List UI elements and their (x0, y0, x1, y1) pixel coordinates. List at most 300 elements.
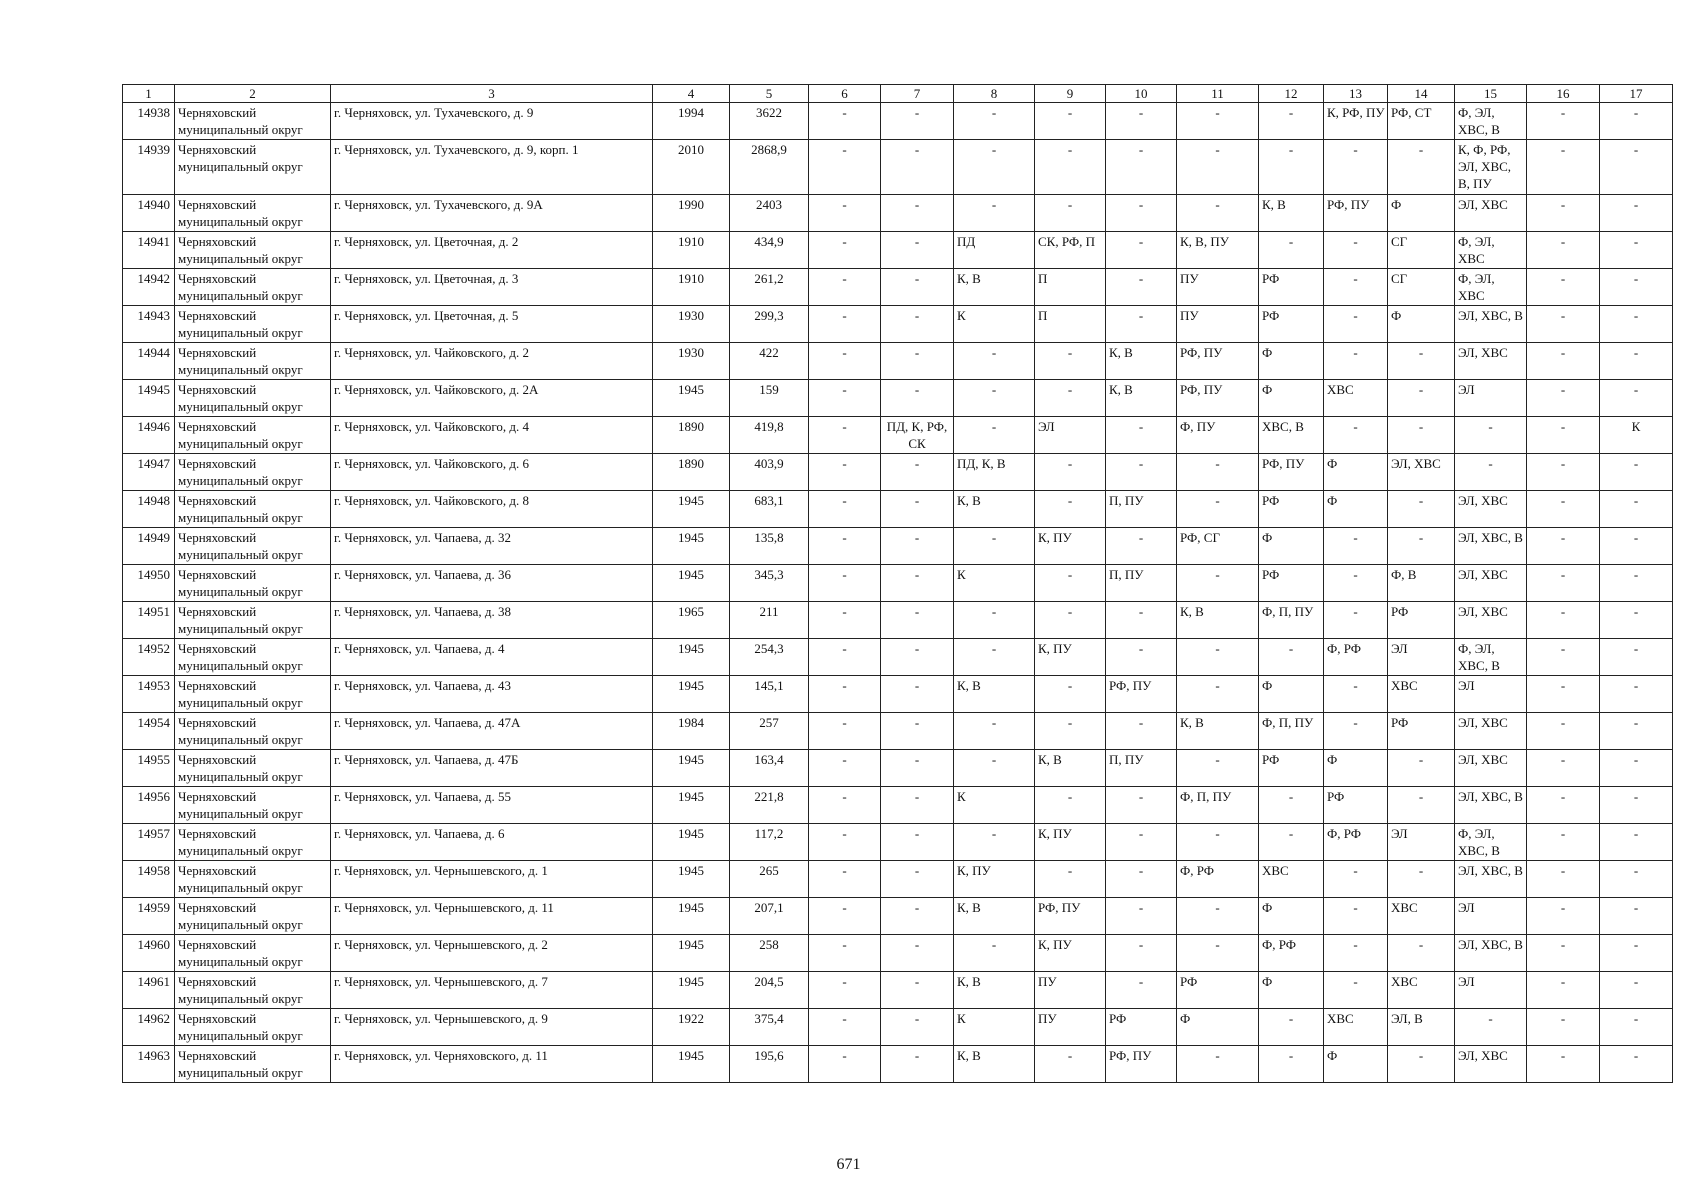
col11-cell: ПУ (1177, 269, 1259, 306)
col8-cell: К (954, 1009, 1035, 1046)
area-cell: 211 (730, 602, 809, 639)
col17-cell: - (1600, 972, 1673, 1009)
column-number-header-row (123, 85, 1673, 103)
table-row (123, 713, 1673, 750)
col8-cell: - (954, 140, 1035, 195)
record-number-cell: 14956 (123, 787, 175, 824)
col10-cell: - (1106, 454, 1177, 491)
address-cell: г. Черняховск, ул. Тухачевского, д. 9А (331, 195, 653, 232)
year-cell: 1984 (653, 713, 730, 750)
col17-cell: - (1600, 639, 1673, 676)
record-number-cell: 14945 (123, 380, 175, 417)
record-number-cell: 14962 (123, 1009, 175, 1046)
col8-cell: ПД (954, 232, 1035, 269)
col16-cell: - (1527, 787, 1600, 824)
col12-cell: Ф (1259, 898, 1324, 935)
column-header: 7 (881, 85, 954, 103)
col17-cell: - (1600, 898, 1673, 935)
year-cell: 1930 (653, 343, 730, 380)
col16-cell: - (1527, 824, 1600, 861)
col17-cell: - (1600, 861, 1673, 898)
col7-cell: - (881, 1009, 954, 1046)
col10-cell: - (1106, 306, 1177, 343)
record-number-cell: 14939 (123, 140, 175, 195)
col6-cell: - (809, 306, 881, 343)
col6-cell: - (809, 713, 881, 750)
col15-cell: ЭЛ, ХВС, В (1455, 528, 1527, 565)
record-number-cell: 14954 (123, 713, 175, 750)
col9-cell: СК, РФ, П (1035, 232, 1106, 269)
col16-cell: - (1527, 491, 1600, 528)
col15-cell: ЭЛ, ХВС (1455, 750, 1527, 787)
col8-cell: К, ПУ (954, 861, 1035, 898)
col7-cell: - (881, 1046, 954, 1083)
address-cell: г. Черняховск, ул. Чапаева, д. 47Б (331, 750, 653, 787)
col17-cell: - (1600, 343, 1673, 380)
col13-cell: - (1324, 861, 1388, 898)
address-cell: г. Черняховск, ул. Чайковского, д. 6 (331, 454, 653, 491)
col15-cell: Ф, ЭЛ, ХВС (1455, 269, 1527, 306)
col14-cell: ХВС (1388, 972, 1455, 1009)
year-cell: 1945 (653, 750, 730, 787)
col7-cell: - (881, 103, 954, 140)
col13-cell: Ф, РФ (1324, 824, 1388, 861)
year-cell: 1945 (653, 676, 730, 713)
col8-cell: - (954, 343, 1035, 380)
col12-cell: - (1259, 824, 1324, 861)
address-cell: г. Черняховск, ул. Цветочная, д. 5 (331, 306, 653, 343)
record-number-cell: 14941 (123, 232, 175, 269)
table-row (123, 861, 1673, 898)
address-cell: г. Черняховск, ул. Чайковского, д. 8 (331, 491, 653, 528)
col13-cell: - (1324, 343, 1388, 380)
col14-cell: Ф (1388, 306, 1455, 343)
col9-cell: - (1035, 565, 1106, 602)
col14-cell: Ф, В (1388, 565, 1455, 602)
col8-cell: - (954, 639, 1035, 676)
col16-cell: - (1527, 750, 1600, 787)
col6-cell: - (809, 140, 881, 195)
address-cell: г. Черняховск, ул. Чапаева, д. 38 (331, 602, 653, 639)
col7-cell: - (881, 380, 954, 417)
col9-cell: - (1035, 602, 1106, 639)
col9-cell: - (1035, 861, 1106, 898)
col15-cell: ЭЛ, ХВС (1455, 195, 1527, 232)
address-cell: г. Черняховск, ул. Чайковского, д. 2А (331, 380, 653, 417)
col12-cell: ХВС (1259, 861, 1324, 898)
col6-cell: - (809, 787, 881, 824)
col11-cell: К, В (1177, 602, 1259, 639)
address-cell: г. Черняховск, ул. Чернышевского, д. 7 (331, 972, 653, 1009)
municipality-cell: Черняховский муниципальный округ (175, 824, 331, 861)
col17-cell: - (1600, 269, 1673, 306)
col14-cell: ЭЛ (1388, 639, 1455, 676)
col6-cell: - (809, 935, 881, 972)
year-cell: 1945 (653, 380, 730, 417)
year-cell: 1945 (653, 861, 730, 898)
col8-cell: - (954, 602, 1035, 639)
col8-cell: К, В (954, 898, 1035, 935)
col15-cell: ЭЛ, ХВС, В (1455, 935, 1527, 972)
col7-cell: - (881, 454, 954, 491)
col9-cell: - (1035, 454, 1106, 491)
col10-cell: - (1106, 140, 1177, 195)
col8-cell: - (954, 380, 1035, 417)
col9-cell: П (1035, 269, 1106, 306)
year-cell: 1945 (653, 972, 730, 1009)
col15-cell: Ф, ЭЛ, ХВС, В (1455, 639, 1527, 676)
col14-cell: - (1388, 1046, 1455, 1083)
area-cell: 683,1 (730, 491, 809, 528)
area-cell: 299,3 (730, 306, 809, 343)
municipality-cell: Черняховский муниципальный округ (175, 565, 331, 602)
column-header: 14 (1388, 85, 1455, 103)
col10-cell: РФ (1106, 1009, 1177, 1046)
table-row (123, 639, 1673, 676)
col6-cell: - (809, 602, 881, 639)
year-cell: 1945 (653, 1046, 730, 1083)
address-cell: г. Черняховск, ул. Чернышевского, д. 1 (331, 861, 653, 898)
col16-cell: - (1527, 306, 1600, 343)
col9-cell: ЭЛ (1035, 417, 1106, 454)
table-row (123, 528, 1673, 565)
record-number-cell: 14959 (123, 898, 175, 935)
col16-cell: - (1527, 713, 1600, 750)
col11-cell: - (1177, 103, 1259, 140)
column-header: 8 (954, 85, 1035, 103)
col12-cell: Ф (1259, 972, 1324, 1009)
address-cell: г. Черняховск, ул. Чайковского, д. 2 (331, 343, 653, 380)
address-cell: г. Черняховск, ул. Чернышевского, д. 9 (331, 1009, 653, 1046)
area-cell: 221,8 (730, 787, 809, 824)
column-header: 12 (1259, 85, 1324, 103)
year-cell: 1890 (653, 454, 730, 491)
col16-cell: - (1527, 454, 1600, 491)
col17-cell: - (1600, 750, 1673, 787)
col7-cell: - (881, 306, 954, 343)
col17-cell: К (1600, 417, 1673, 454)
area-cell: 163,4 (730, 750, 809, 787)
col14-cell: РФ (1388, 602, 1455, 639)
col15-cell: Ф, ЭЛ, ХВС (1455, 232, 1527, 269)
municipality-cell: Черняховский муниципальный округ (175, 1046, 331, 1083)
col10-cell: - (1106, 898, 1177, 935)
address-cell: г. Черняховск, ул. Чапаева, д. 55 (331, 787, 653, 824)
table-row (123, 972, 1673, 1009)
col10-cell: - (1106, 602, 1177, 639)
col11-cell: - (1177, 1046, 1259, 1083)
municipality-cell: Черняховский муниципальный округ (175, 491, 331, 528)
col11-cell: Ф (1177, 1009, 1259, 1046)
record-number-cell: 14948 (123, 491, 175, 528)
col12-cell: - (1259, 639, 1324, 676)
record-number-cell: 14946 (123, 417, 175, 454)
col15-cell: ЭЛ, ХВС (1455, 1046, 1527, 1083)
col13-cell: Ф (1324, 491, 1388, 528)
col8-cell: - (954, 195, 1035, 232)
col8-cell: К (954, 565, 1035, 602)
table-row (123, 103, 1673, 140)
col7-cell: - (881, 343, 954, 380)
col9-cell: К, В (1035, 750, 1106, 787)
col14-cell: - (1388, 380, 1455, 417)
col7-cell: - (881, 972, 954, 1009)
municipality-cell: Черняховский муниципальный округ (175, 306, 331, 343)
col8-cell: К, В (954, 676, 1035, 713)
col16-cell: - (1527, 565, 1600, 602)
address-cell: г. Черняховск, ул. Чапаева, д. 36 (331, 565, 653, 602)
col7-cell: - (881, 195, 954, 232)
col16-cell: - (1527, 898, 1600, 935)
col13-cell: РФ, ПУ (1324, 195, 1388, 232)
col11-cell: Ф, П, ПУ (1177, 787, 1259, 824)
municipality-cell: Черняховский муниципальный округ (175, 343, 331, 380)
record-number-cell: 14963 (123, 1046, 175, 1083)
col17-cell: - (1600, 602, 1673, 639)
col14-cell: - (1388, 935, 1455, 972)
col7-cell: - (881, 935, 954, 972)
col10-cell: РФ, ПУ (1106, 676, 1177, 713)
col12-cell: Ф (1259, 380, 1324, 417)
area-cell: 375,4 (730, 1009, 809, 1046)
col14-cell: ХВС (1388, 898, 1455, 935)
table-row (123, 306, 1673, 343)
document-page (122, 84, 1673, 1083)
municipality-cell: Черняховский муниципальный округ (175, 750, 331, 787)
column-header: 3 (331, 85, 653, 103)
col10-cell: - (1106, 824, 1177, 861)
col12-cell: - (1259, 1009, 1324, 1046)
col14-cell: - (1388, 750, 1455, 787)
municipality-cell: Черняховский муниципальный округ (175, 269, 331, 306)
municipality-cell: Черняховский муниципальный округ (175, 454, 331, 491)
col7-cell: - (881, 861, 954, 898)
col16-cell: - (1527, 417, 1600, 454)
col13-cell: - (1324, 972, 1388, 1009)
col15-cell: К, Ф, РФ, ЭЛ, ХВС, В, ПУ (1455, 140, 1527, 195)
col7-cell: - (881, 602, 954, 639)
register-table (122, 84, 1673, 1083)
year-cell: 1910 (653, 232, 730, 269)
col9-cell: - (1035, 195, 1106, 232)
col12-cell: ХВС, В (1259, 417, 1324, 454)
col17-cell: - (1600, 1046, 1673, 1083)
col15-cell: ЭЛ, ХВС (1455, 343, 1527, 380)
col9-cell: К, ПУ (1035, 824, 1106, 861)
col13-cell: - (1324, 898, 1388, 935)
municipality-cell: Черняховский муниципальный округ (175, 602, 331, 639)
col17-cell: - (1600, 103, 1673, 140)
col13-cell: - (1324, 140, 1388, 195)
record-number-cell: 14944 (123, 343, 175, 380)
col9-cell: К, ПУ (1035, 639, 1106, 676)
area-cell: 2868,9 (730, 140, 809, 195)
area-cell: 117,2 (730, 824, 809, 861)
col13-cell: - (1324, 935, 1388, 972)
col11-cell: РФ (1177, 972, 1259, 1009)
col6-cell: - (809, 454, 881, 491)
col7-cell: - (881, 713, 954, 750)
col13-cell: Ф, РФ (1324, 639, 1388, 676)
col14-cell: РФ (1388, 713, 1455, 750)
col13-cell: - (1324, 528, 1388, 565)
col13-cell: ХВС (1324, 1009, 1388, 1046)
year-cell: 1945 (653, 639, 730, 676)
col7-cell: - (881, 565, 954, 602)
area-cell: 419,8 (730, 417, 809, 454)
record-number-cell: 14950 (123, 565, 175, 602)
col16-cell: - (1527, 1009, 1600, 1046)
address-cell: г. Черняховск, ул. Чернышевского, д. 2 (331, 935, 653, 972)
record-number-cell: 14952 (123, 639, 175, 676)
col11-cell: ПУ (1177, 306, 1259, 343)
col10-cell: - (1106, 935, 1177, 972)
col12-cell: Ф (1259, 676, 1324, 713)
col9-cell: - (1035, 676, 1106, 713)
col12-cell: - (1259, 1046, 1324, 1083)
col6-cell: - (809, 898, 881, 935)
col6-cell: - (809, 528, 881, 565)
area-cell: 261,2 (730, 269, 809, 306)
col6-cell: - (809, 565, 881, 602)
municipality-cell: Черняховский муниципальный округ (175, 140, 331, 195)
col15-cell: ЭЛ (1455, 676, 1527, 713)
table-row (123, 1009, 1673, 1046)
year-cell: 1994 (653, 103, 730, 140)
col16-cell: - (1527, 1046, 1600, 1083)
col11-cell: К, В (1177, 713, 1259, 750)
record-number-cell: 14943 (123, 306, 175, 343)
table-row (123, 898, 1673, 935)
col10-cell: - (1106, 195, 1177, 232)
col16-cell: - (1527, 602, 1600, 639)
col17-cell: - (1600, 676, 1673, 713)
col16-cell: - (1527, 103, 1600, 140)
column-header: 6 (809, 85, 881, 103)
col9-cell: - (1035, 491, 1106, 528)
address-cell: г. Черняховск, ул. Тухачевского, д. 9, корп. 1 (331, 140, 653, 195)
column-header: 11 (1177, 85, 1259, 103)
col15-cell: ЭЛ (1455, 898, 1527, 935)
col8-cell: К, В (954, 269, 1035, 306)
table-row (123, 602, 1673, 639)
year-cell: 1922 (653, 1009, 730, 1046)
table-row (123, 140, 1673, 195)
col17-cell: - (1600, 1009, 1673, 1046)
year-cell: 1930 (653, 306, 730, 343)
col9-cell: - (1035, 103, 1106, 140)
col12-cell: РФ (1259, 565, 1324, 602)
col15-cell: ЭЛ, ХВС (1455, 565, 1527, 602)
address-cell: г. Черняховск, ул. Чернышевского, д. 11 (331, 898, 653, 935)
area-cell: 345,3 (730, 565, 809, 602)
col16-cell: - (1527, 972, 1600, 1009)
col11-cell: РФ, ПУ (1177, 343, 1259, 380)
col11-cell: - (1177, 491, 1259, 528)
col12-cell: Ф (1259, 528, 1324, 565)
col6-cell: - (809, 824, 881, 861)
col17-cell: - (1600, 140, 1673, 195)
municipality-cell: Черняховский муниципальный округ (175, 232, 331, 269)
area-cell: 258 (730, 935, 809, 972)
col7-cell: - (881, 491, 954, 528)
col17-cell: - (1600, 380, 1673, 417)
col8-cell: - (954, 713, 1035, 750)
col17-cell: - (1600, 713, 1673, 750)
column-header: 13 (1324, 85, 1388, 103)
col13-cell: - (1324, 565, 1388, 602)
column-header: 9 (1035, 85, 1106, 103)
col16-cell: - (1527, 639, 1600, 676)
municipality-cell: Черняховский муниципальный округ (175, 713, 331, 750)
address-cell: г. Черняховск, ул. Цветочная, д. 3 (331, 269, 653, 306)
col10-cell: РФ, ПУ (1106, 1046, 1177, 1083)
table-row (123, 491, 1673, 528)
col17-cell: - (1600, 232, 1673, 269)
col8-cell: К (954, 787, 1035, 824)
municipality-cell: Черняховский муниципальный округ (175, 380, 331, 417)
table-row (123, 195, 1673, 232)
address-cell: г. Черняховск, ул. Чапаева, д. 43 (331, 676, 653, 713)
col6-cell: - (809, 269, 881, 306)
table-row (123, 454, 1673, 491)
area-cell: 195,6 (730, 1046, 809, 1083)
col10-cell: П, ПУ (1106, 565, 1177, 602)
col6-cell: - (809, 750, 881, 787)
column-header: 10 (1106, 85, 1177, 103)
col15-cell: - (1455, 454, 1527, 491)
col8-cell: - (954, 750, 1035, 787)
col6-cell: - (809, 232, 881, 269)
col11-cell: - (1177, 639, 1259, 676)
col12-cell: Ф, П, ПУ (1259, 602, 1324, 639)
col15-cell: Ф, ЭЛ, ХВС, В (1455, 824, 1527, 861)
address-cell: г. Черняховск, ул. Чайковского, д. 4 (331, 417, 653, 454)
municipality-cell: Черняховский муниципальный округ (175, 898, 331, 935)
col12-cell: - (1259, 103, 1324, 140)
col16-cell: - (1527, 861, 1600, 898)
area-cell: 403,9 (730, 454, 809, 491)
col8-cell: К, В (954, 972, 1035, 1009)
col14-cell: - (1388, 528, 1455, 565)
col10-cell: - (1106, 528, 1177, 565)
col11-cell: - (1177, 676, 1259, 713)
area-cell: 207,1 (730, 898, 809, 935)
col14-cell: - (1388, 417, 1455, 454)
record-number-cell: 14958 (123, 861, 175, 898)
col14-cell: - (1388, 491, 1455, 528)
col12-cell: Ф, РФ (1259, 935, 1324, 972)
year-cell: 1945 (653, 898, 730, 935)
col13-cell: ХВС (1324, 380, 1388, 417)
table-row (123, 787, 1673, 824)
column-header: 1 (123, 85, 175, 103)
col16-cell: - (1527, 232, 1600, 269)
col12-cell: РФ (1259, 491, 1324, 528)
table-row (123, 935, 1673, 972)
col13-cell: РФ (1324, 787, 1388, 824)
col15-cell: ЭЛ, ХВС (1455, 602, 1527, 639)
area-cell: 135,8 (730, 528, 809, 565)
year-cell: 1945 (653, 565, 730, 602)
col14-cell: - (1388, 140, 1455, 195)
table-row (123, 380, 1673, 417)
col12-cell: РФ, ПУ (1259, 454, 1324, 491)
area-cell: 265 (730, 861, 809, 898)
column-header: 5 (730, 85, 809, 103)
table-row (123, 269, 1673, 306)
col8-cell: К (954, 306, 1035, 343)
